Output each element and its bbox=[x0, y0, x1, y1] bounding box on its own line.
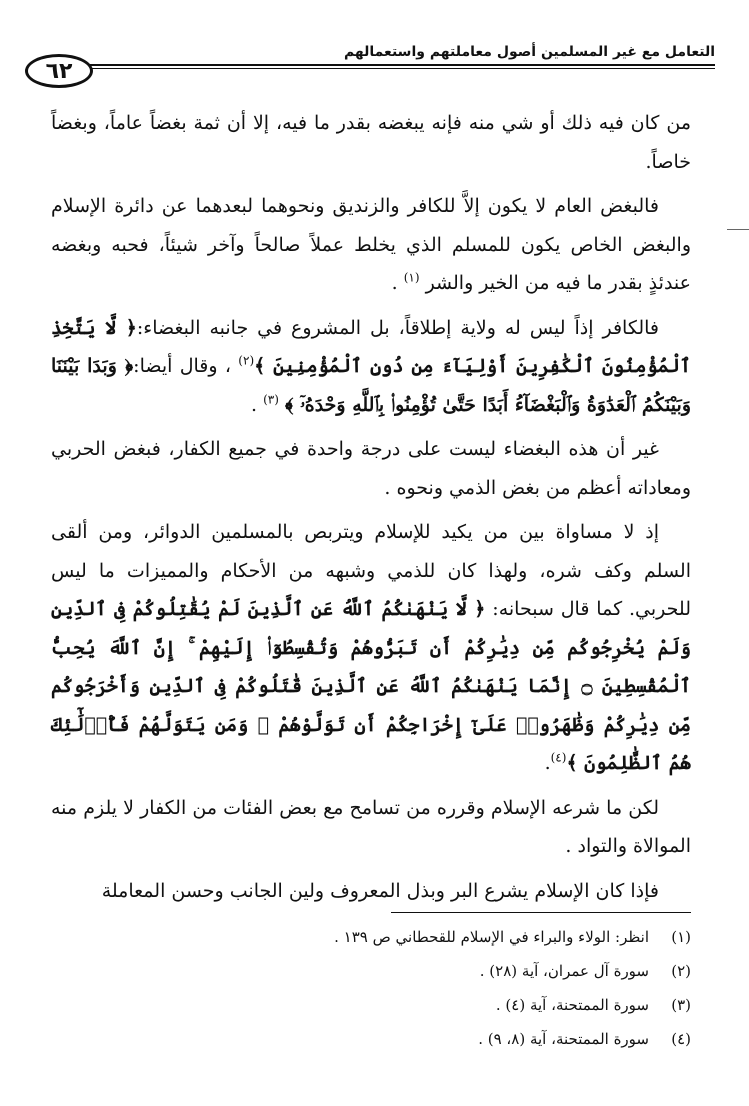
quran-verse-3: ﴿ لَّا يَنْهَىٰكُمُ ٱللَّهُ عَنِ ٱلَّذِينَ لَمْ يُقَٰتِلُوكُمْ فِى ٱلدِّينِ وَلَمْ يُخْرِجُوكُم مِّن دِيَٰرِكُمْ أَن تَبَرُّوهُمْ وَتُقْسِطُوٓا۟ إِلَيْهِمْ ۚ إِنَّ ٱللَّهَ يُحِبُّ ٱلْمُقْسِطِينَ ۝ إِنَّمَا يَنْهَىٰكُمُ ٱللَّهُ عَنِ ٱلَّذِينَ قَٰتَلُوكُمْ فِى ٱلدِّينِ وَأَخْرَجُوكُم مِّن دِيَٰرِكُمْ وَظَٰهَرُوا۟ عَلَىٰٓ إِخْرَاجِكُمْ أَن تَوَلَّوْهُمْ ۚ وَمَن يَتَوَلَّهُمْ فَأُو۟لَٰٓئِكَ هُمُ ٱلظَّٰلِمُونَ ﴾ bbox=[51, 598, 691, 774]
header-title: التعامل مع غير المسلمين أصول معاملتهم واستعمالهم bbox=[343, 44, 715, 60]
footnote-number: (٢) bbox=[671, 962, 691, 980]
page-number-badge bbox=[25, 54, 93, 88]
paragraph-4: غير أن هذه البغضاء ليست على درجة واحدة في جميع الكفار، فبغض الحربي ومعاداته أعظم من بغض الذمي ونحوه . bbox=[51, 438, 691, 499]
footnote-number: (٣) bbox=[671, 996, 691, 1014]
paragraph-2 bbox=[51, 187, 691, 303]
paragraph-5-text: إذ لا مساواة بين من يكيد للإسلام ويتربص بالمسلمين الدوائر، ومن ألقى السلم وكف شره، ولهذا كان للذمي وشبهه من الأحكام والمميزات ما ليس للحربي. كما قال سبحانه: bbox=[51, 521, 691, 620]
paragraph-3-text-b: ، وقال أيضا: bbox=[133, 355, 239, 377]
footnote-ref-4[interactable]: (٤) bbox=[550, 750, 567, 765]
paragraph-2-text: فالبغض العام لا يكون إلاَّ للكافر والزنديق ونحوهما لبعدهما عن دائرة الإسلام والبغض الخاص يكون للمسلم الذي يخلط عملاً صالحاً وآخر شيئاً، فحبه وبغضه عندئذٍ بقدر ما فيه من الخير والشر bbox=[51, 195, 691, 294]
footnotes bbox=[51, 920, 691, 1056]
paragraph-7: فإذا كان الإسلام يشرع البر وبذل المعروف ولين الجانب وحسن المعاملة bbox=[101, 879, 659, 902]
page-number: ٦٢ bbox=[45, 58, 73, 84]
quran-verse-1: ﴿ لَّا يَتَّخِذِ ٱلْمُؤْمِنُونَ ٱلْكَٰفِرِينَ أَوْلِيَآءَ مِن دُونِ ٱلْمُؤْمِنِينَ ﴾ bbox=[51, 316, 692, 377]
paragraph-2-end: . bbox=[391, 272, 404, 294]
footnote-divider bbox=[391, 912, 691, 913]
footnote-text: انظر: الولاء والبراء في الإسلام للقحطاني ص ١٣٩ . bbox=[334, 928, 649, 946]
header-rule-thin bbox=[85, 68, 715, 69]
margin-mark bbox=[727, 229, 749, 230]
quran-verse-2: ﴿ وَبَدَا بَيْنَنَا وَبَيْنَكُمُ ٱلْعَدَٰوَةُ وَٱلْبَغْضَآءُ أَبَدًا حَتَّىٰ تُؤْمِنُوا۟ بِٱللَّهِ وَحْدَهُۥٓ ﴾ bbox=[51, 355, 691, 416]
running-header bbox=[25, 44, 715, 84]
footnote-1 bbox=[51, 920, 691, 954]
paragraph-1: من كان فيه ذلك أو شي منه فإنه يبغضه بقدر ما فيه، إلا أن ثمة بغضاً عاماً، وبغضاً خاصاً. bbox=[51, 112, 691, 173]
footnote-text: سورة آل عمران، آية (٢٨) . bbox=[479, 962, 649, 980]
footnote-2 bbox=[51, 954, 691, 988]
footnote-ref-1[interactable]: (١) bbox=[403, 270, 420, 285]
footnote-text: سورة الممتحنة، آية (٤) . bbox=[495, 996, 649, 1014]
footnote-3 bbox=[51, 988, 691, 1022]
paragraph-6: لكن ما شرعه الإسلام وقرره من تسامح مع بعض الفئات من الكفار لا يلزم منه الموالاة والتواد . bbox=[51, 796, 691, 857]
header-rule bbox=[85, 64, 715, 66]
paragraph-5-end: . bbox=[544, 752, 551, 774]
footnote-4 bbox=[51, 1022, 691, 1056]
paragraph-3-end: . bbox=[250, 393, 264, 416]
paragraph-5 bbox=[51, 513, 691, 783]
paragraph-3-text-a: فالكافر إذاً ليس له ولاية إطلاقاً، بل المشروع في جانبه البغضاء: bbox=[136, 316, 660, 339]
footnote-ref-2[interactable]: (٢) bbox=[238, 353, 255, 368]
footnote-ref-3[interactable]: (٣) bbox=[263, 392, 279, 407]
footnote-text: سورة الممتحنة، آية (٨، ٩) . bbox=[478, 1030, 649, 1048]
footnote-number: (٤) bbox=[671, 1030, 691, 1048]
main-text bbox=[51, 104, 691, 910]
footnote-number: (١) bbox=[671, 928, 691, 946]
paragraph-3 bbox=[51, 309, 691, 425]
